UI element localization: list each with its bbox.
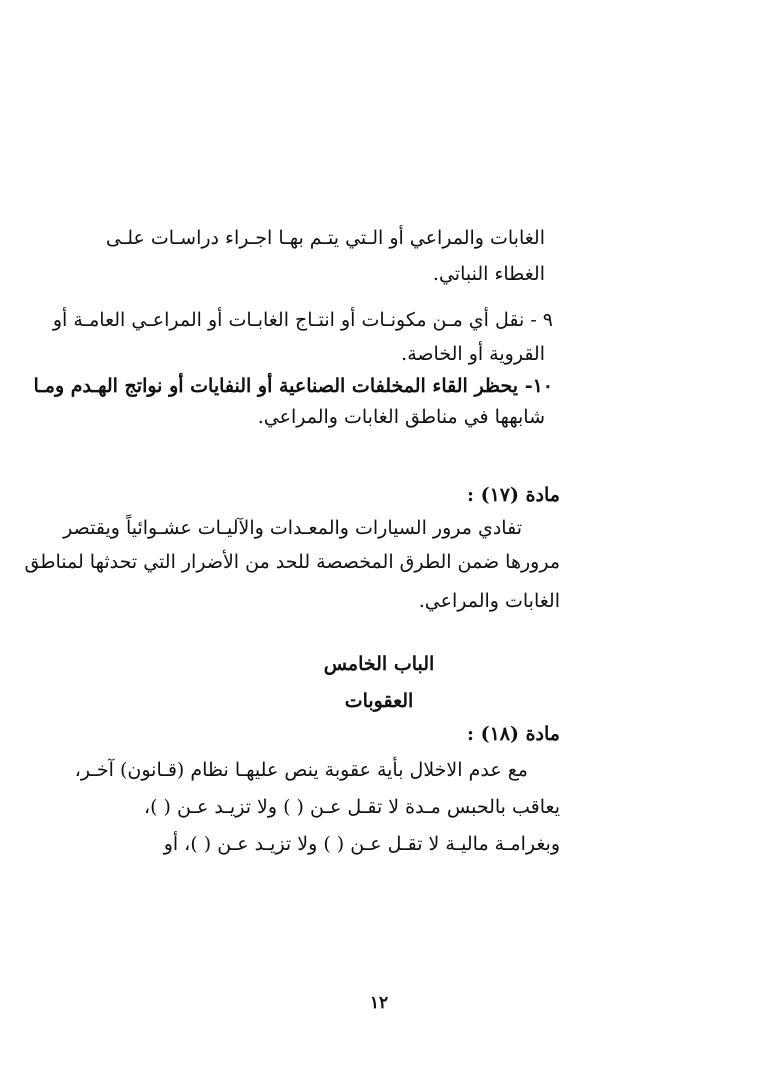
list-item-9: ٩ - نقل أي مـن مكونـات أو انتـاج الغابـات أو المراعـي العامـة أو: [52, 309, 553, 331]
list-item-10: ١٠- يحظر القاء المخلفات الصناعية أو النفايات أو نواتج الهـدم ومـا: [33, 375, 553, 397]
article-17-text: الغابات والمراعي.: [418, 590, 560, 612]
chapter-title: الباب الخامس: [323, 653, 435, 675]
page-number: ١٢: [369, 993, 389, 1013]
article-18-text: وبغرامـة ماليـة لا تقـل عـن ( ) ولا تزيـد عـن ( )، أو: [163, 833, 560, 855]
article-17-heading: مادة (١٧) :: [466, 484, 560, 506]
text-line: القروية أو الخاصة.: [401, 343, 545, 365]
chapter-subtitle: العقوبات: [344, 690, 414, 712]
text-line: شابهها في مناطق الغابات والمراعي.: [257, 406, 545, 428]
article-18-text: مع عدم الاخلال بأية عقوبة ينص عليهـا نظام (قـانون) آخـر،: [74, 759, 528, 781]
article-17-text: تفادي مرور السيارات والمعـدات والآليـات عشـوائياً ويقتصر: [63, 517, 522, 539]
text-line: الغابات والمراعي أو الـتي يتـم بهـا اجـراء دراسـات علـى: [105, 227, 545, 249]
article-18-text: يعاقب بالحبس مـدة لا تقـل عـن ( ) ولا تزيـد عـن ( )،: [143, 796, 560, 818]
article-18-heading: مادة (١٨) :: [466, 723, 560, 745]
article-17-text: مرورها ضمن الطرق المخصصة للحد من الأضرار التي تحدثها لمناطق: [24, 551, 560, 573]
text-line: الغطاء النباتي.: [432, 263, 545, 285]
